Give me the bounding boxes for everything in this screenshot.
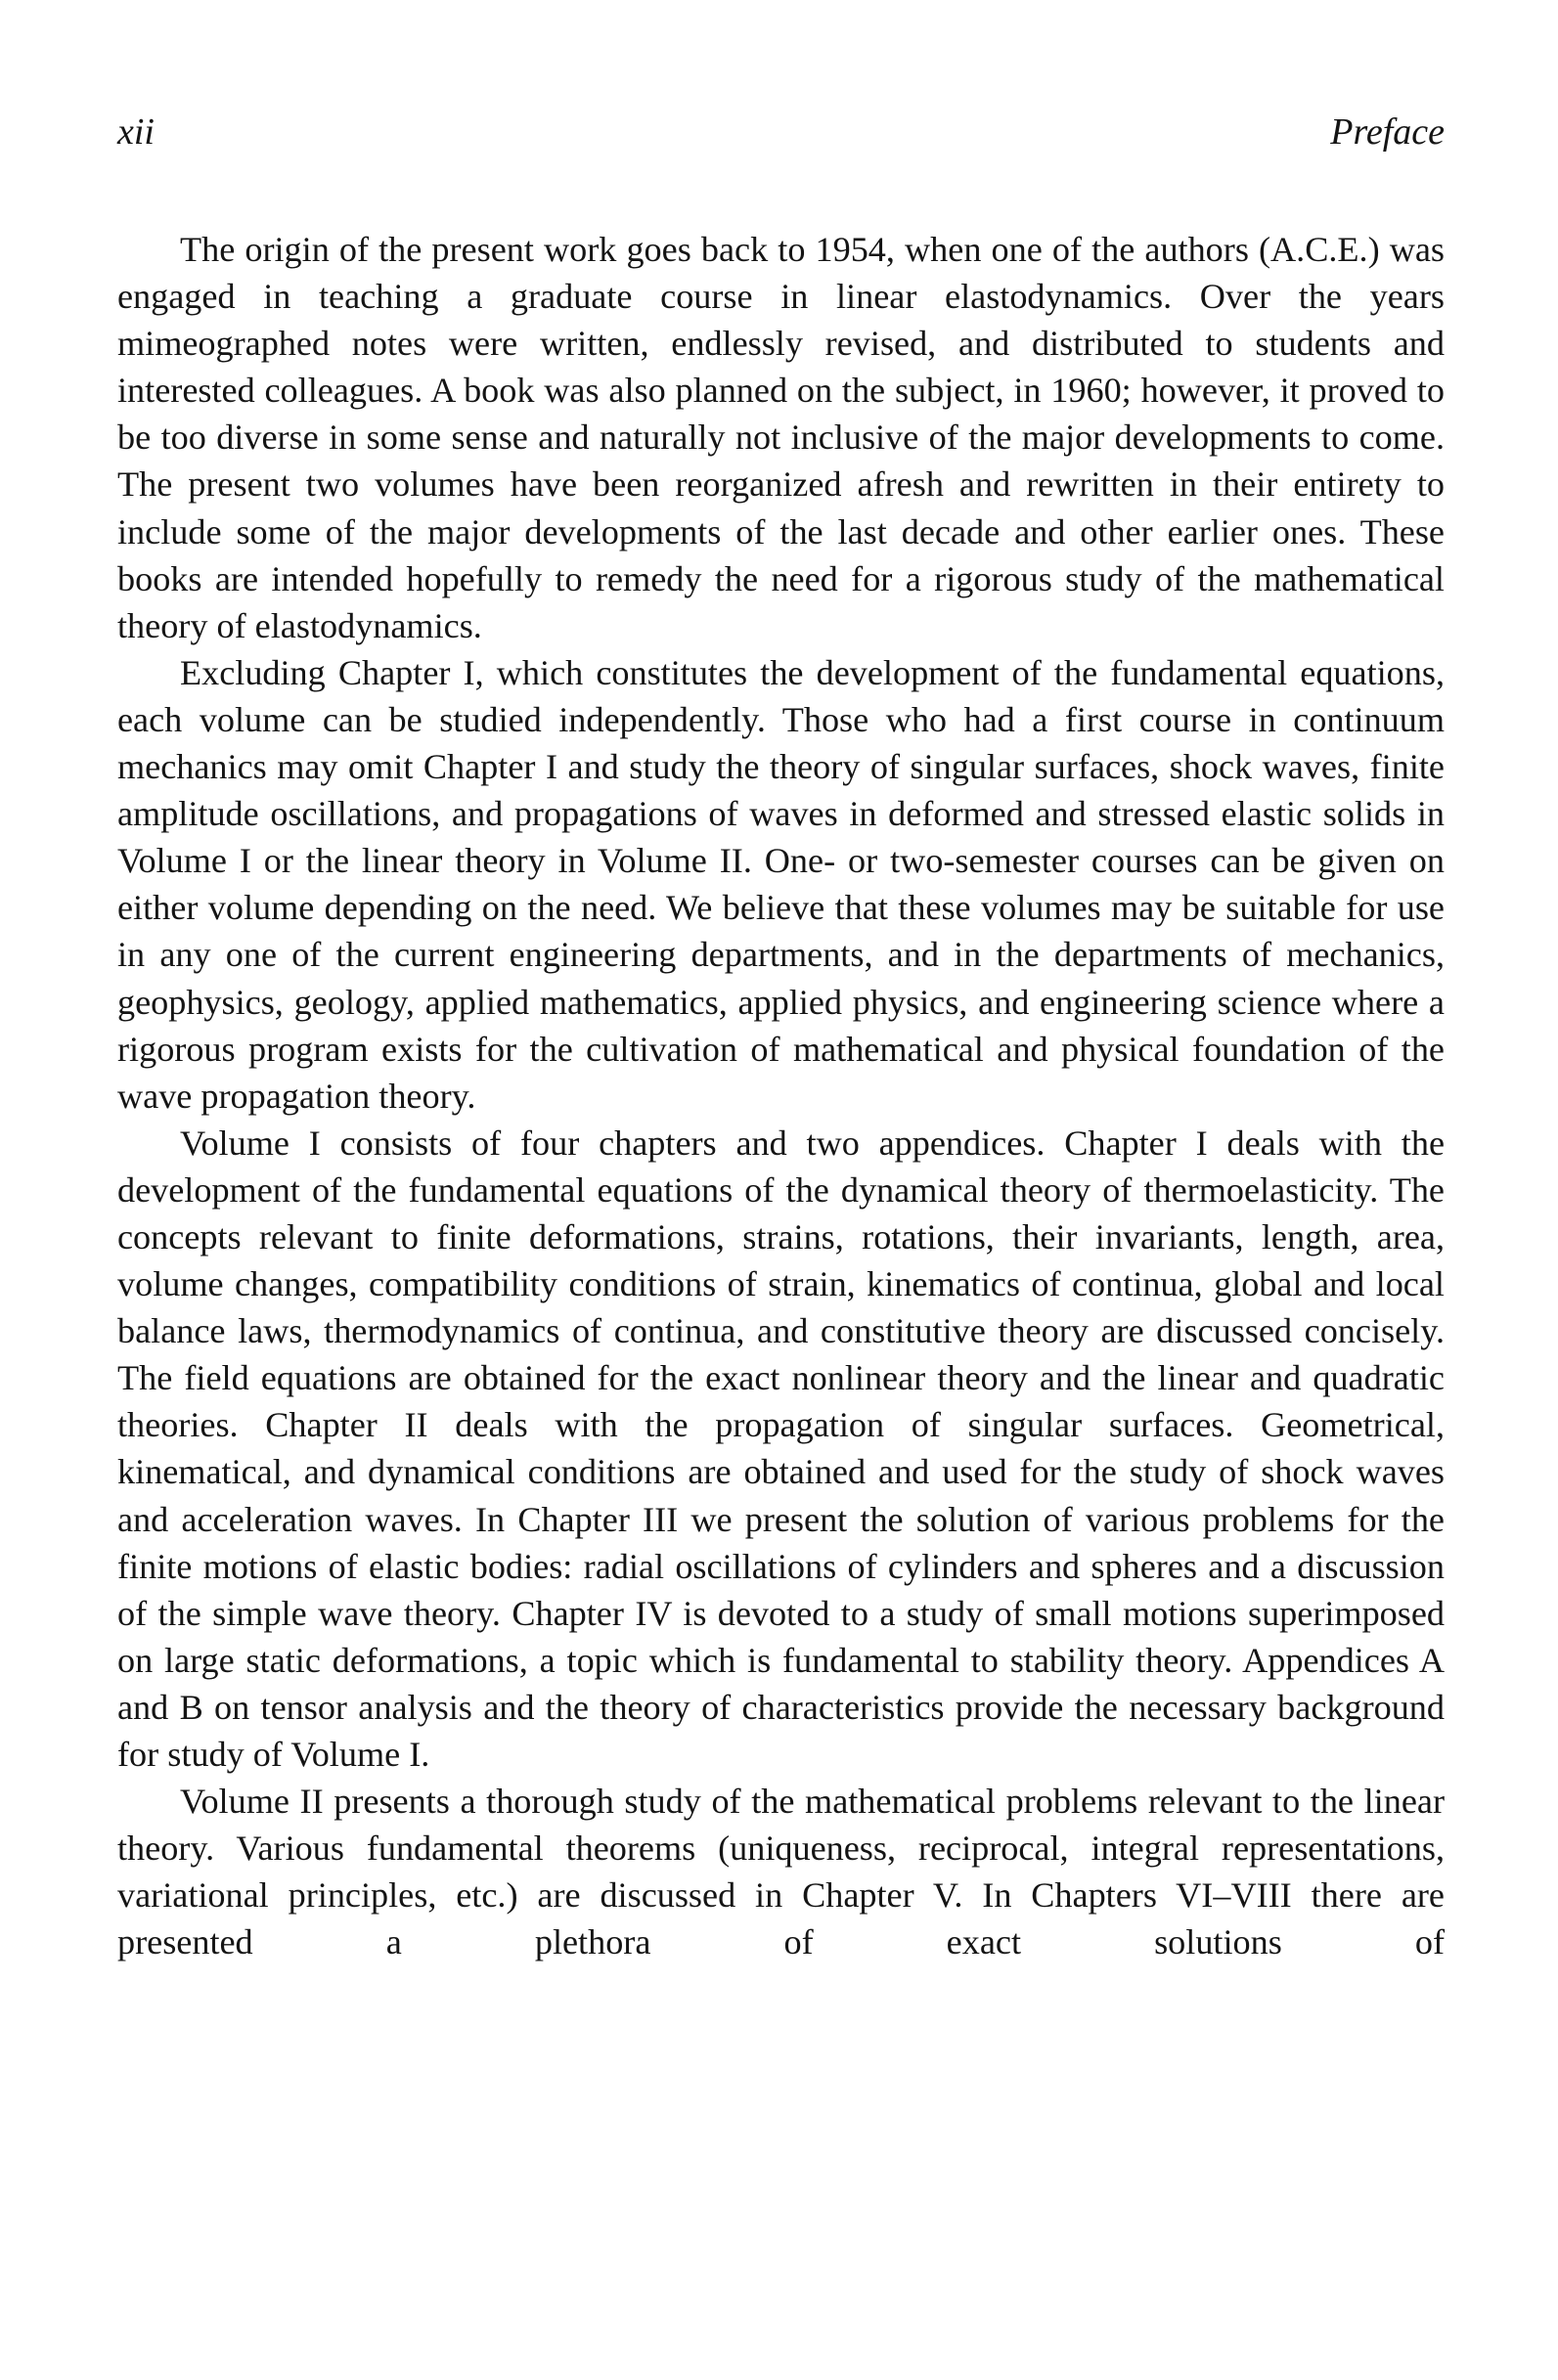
paragraph-origin: The origin of the present work goes back to 1954, when one of the authors (A.C.E.) was engaged in teaching a graduate course in linear elastodynamics. Over the years mimeographed notes were written, endlessly revised, and distributed to students and interested colleagues. A book was also planned on the subject, in 1960; however, it proved to be too diverse in some sense and naturally not inclusive of the major developments to come. The present two volumes have been reorganized afresh and rewritten in their entirety to include some of the major developments of the last decade and other earlier ones. These books are intended hopefully to remedy the need for a rigorous study of the mathematical theory of elastodynamics.	[117, 230, 1445, 645]
paragraph-volume-one: Volume I consists of four chapters and two appendices. Chapter I deals with the development of the fundamental equations of the dynamical theory of thermoelasticity. The concepts relevant to finite deformations, strains, rotations, their invariants, length, area, volume changes, compatibility conditions of strain, kinematics of continua, global and local balance laws, thermodynamics of continua, and constitutive theory are discussed concisely. The field equations are obtained for the exact nonlinear theory and the linear and quadratic theories. Chapter II deals with the propagation of singular surfaces. Geometrical, kinematical, and dynamical conditions are obtained and used for the study of shock waves and acceleration waves. In Chapter III we present the solution of various problems for the finite motions of elastic bodies: radial oscillations of cylinders and spheres and a discussion of the simple wave theory. Chapter IV is devoted to a study of small motions superimposed on large static deformations, a topic which is fundamental to stability theory. Appendices A and B on tensor analysis and the theory of characteristics provide the necessary background for study of Volume I.	[117, 1123, 1445, 1774]
running-head	[117, 108, 1445, 156]
paragraph-volume-two: Volume II presents a thorough study of the mathematical problems relevant to the linear theory. Various fundamental theorems (uniqueness, reciprocal, integral representations, variational principles, etc.) are discussed in Chapter V. In Chapters VI–VIII there are presented a plethora of exact solutions of	[117, 1782, 1445, 1962]
paragraph-usage: Excluding Chapter I, which constitutes the development of the fundamental equations, each volume can be studied independently. Those who had a first course in continuum mechanics may omit Chapter I and study the theory of singular surfaces, shock waves, finite amplitude oscillations, and propagations of waves in deformed and stressed elastic solids in Volume I or the linear theory in Volume II. One- or two-semester courses can be given on either volume depending on the need. We believe that these volumes may be suitable for use in any one of the current engineering departments, and in the departments of mechanics, geophysics, geology, applied mathematics, applied physics, and engineering science where a rigorous program exists for the cultivation of mathematical and physical foundation of the wave propagation theory.	[117, 652, 1445, 1116]
page-number: xii	[117, 111, 155, 153]
preface-body	[117, 226, 1445, 1965]
section-title: Preface	[1330, 111, 1445, 153]
